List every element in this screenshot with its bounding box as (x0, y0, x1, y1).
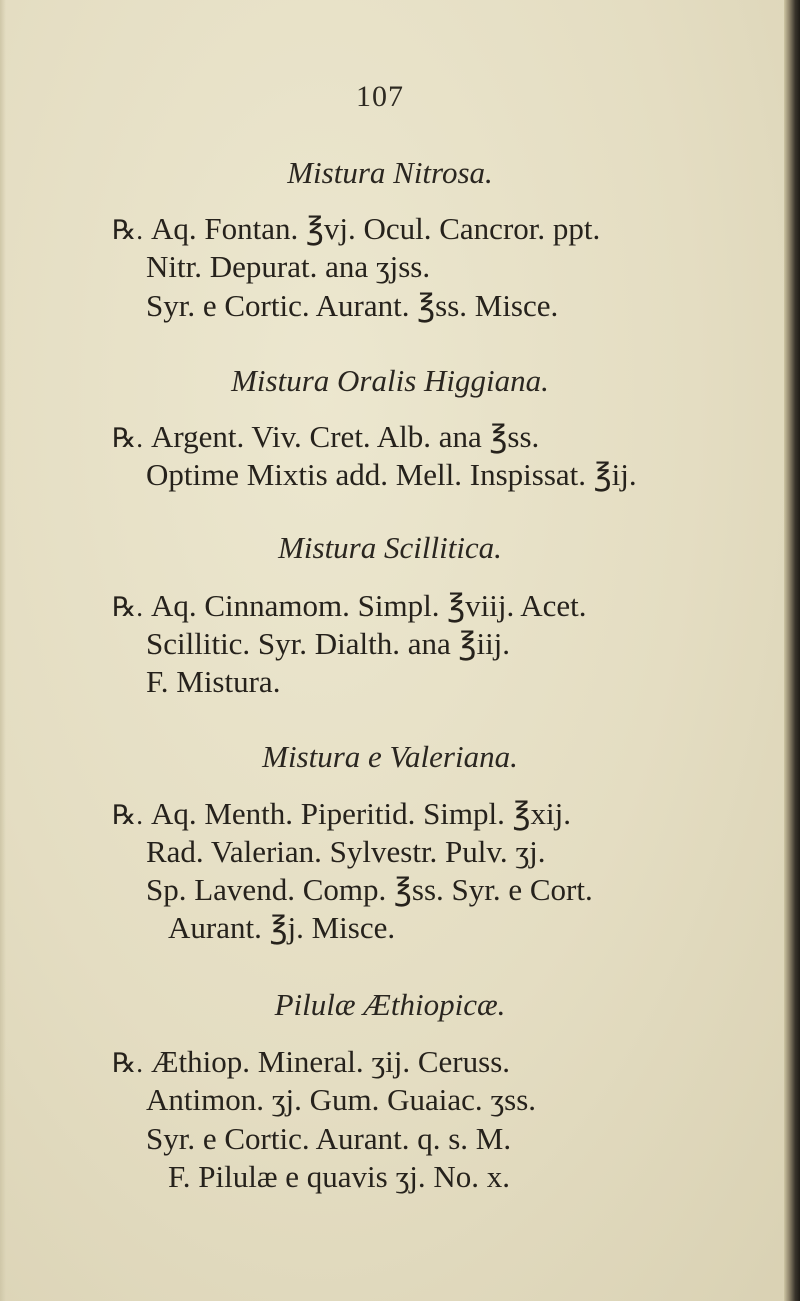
recipe-title-mistura-oralis-higgiana: Mistura Oralis Higgiana. (231, 363, 549, 398)
rx-symbol: ℞. (112, 215, 143, 245)
recipe-line: Syr. e Cortic. Aurant. ℥ss. Misce. (146, 288, 559, 323)
recipe-line: Aurant. ℥j. Misce. (168, 910, 396, 945)
recipe-line (112, 211, 600, 247)
book-spine-shadow (784, 0, 800, 1301)
recipe-line (112, 1044, 510, 1080)
page-number: 107 (356, 80, 404, 113)
rx-symbol: ℞. (112, 592, 143, 622)
recipe-title-mistura-e-valeriana: Mistura e Valeriana. (262, 739, 518, 774)
recipe-line: Syr. e Cortic. Aurant. q. s. M. (146, 1121, 512, 1156)
recipe-line: Nitr. Depurat. ana ʒjss. (146, 249, 431, 284)
recipe-title-mistura-nitrosa: Mistura Nitrosa. (287, 155, 493, 190)
recipe-line: Sp. Lavend. Comp. ℥ss. Syr. e Cort. (146, 872, 593, 907)
recipe-line-text: Æthiop. Mineral. ʒij. Ceruss. (150, 1044, 511, 1079)
recipe-line-text: Aq. Cinnamom. Simpl. ℥viij. Acet. (150, 588, 587, 623)
recipe-line: Rad. Valerian. Sylvestr. Pulv. ʒj. (146, 834, 546, 869)
recipe-line: F. Mistura. (146, 664, 281, 699)
recipe-line: Scillitic. Syr. Dialth. ana ℥iij. (146, 626, 511, 661)
recipe-line: F. Pilulæ e quavis ʒj. No. x. (168, 1159, 510, 1194)
recipe-line-text: Aq. Fontan. ℥vj. Ocul. Cancror. ppt. (150, 211, 601, 246)
recipe-line: Antimon. ʒj. Gum. Guaiac. ʒss. (146, 1082, 537, 1117)
page-left-edge (0, 0, 6, 1301)
recipe-line-text: Aq. Menth. Piperitid. Simpl. ℥xij. (150, 796, 572, 831)
recipe-line (112, 796, 571, 832)
recipe-line: Optime Mixtis add. Mell. Inspissat. ℥ij. (146, 457, 637, 492)
recipe-title-pilulae-aethiopicae: Pilulæ Æthiopicæ. (274, 987, 506, 1022)
rx-symbol: ℞. (112, 800, 143, 830)
rx-symbol: ℞. (112, 1048, 143, 1078)
recipe-line (112, 419, 539, 455)
rx-symbol: ℞. (112, 423, 143, 453)
recipe-line-text: Argent. Viv. Cret. Alb. ana ℥ss. (150, 419, 540, 454)
recipe-title-mistura-scillitica: Mistura Scillitica. (278, 530, 502, 565)
recipe-line (112, 588, 587, 624)
